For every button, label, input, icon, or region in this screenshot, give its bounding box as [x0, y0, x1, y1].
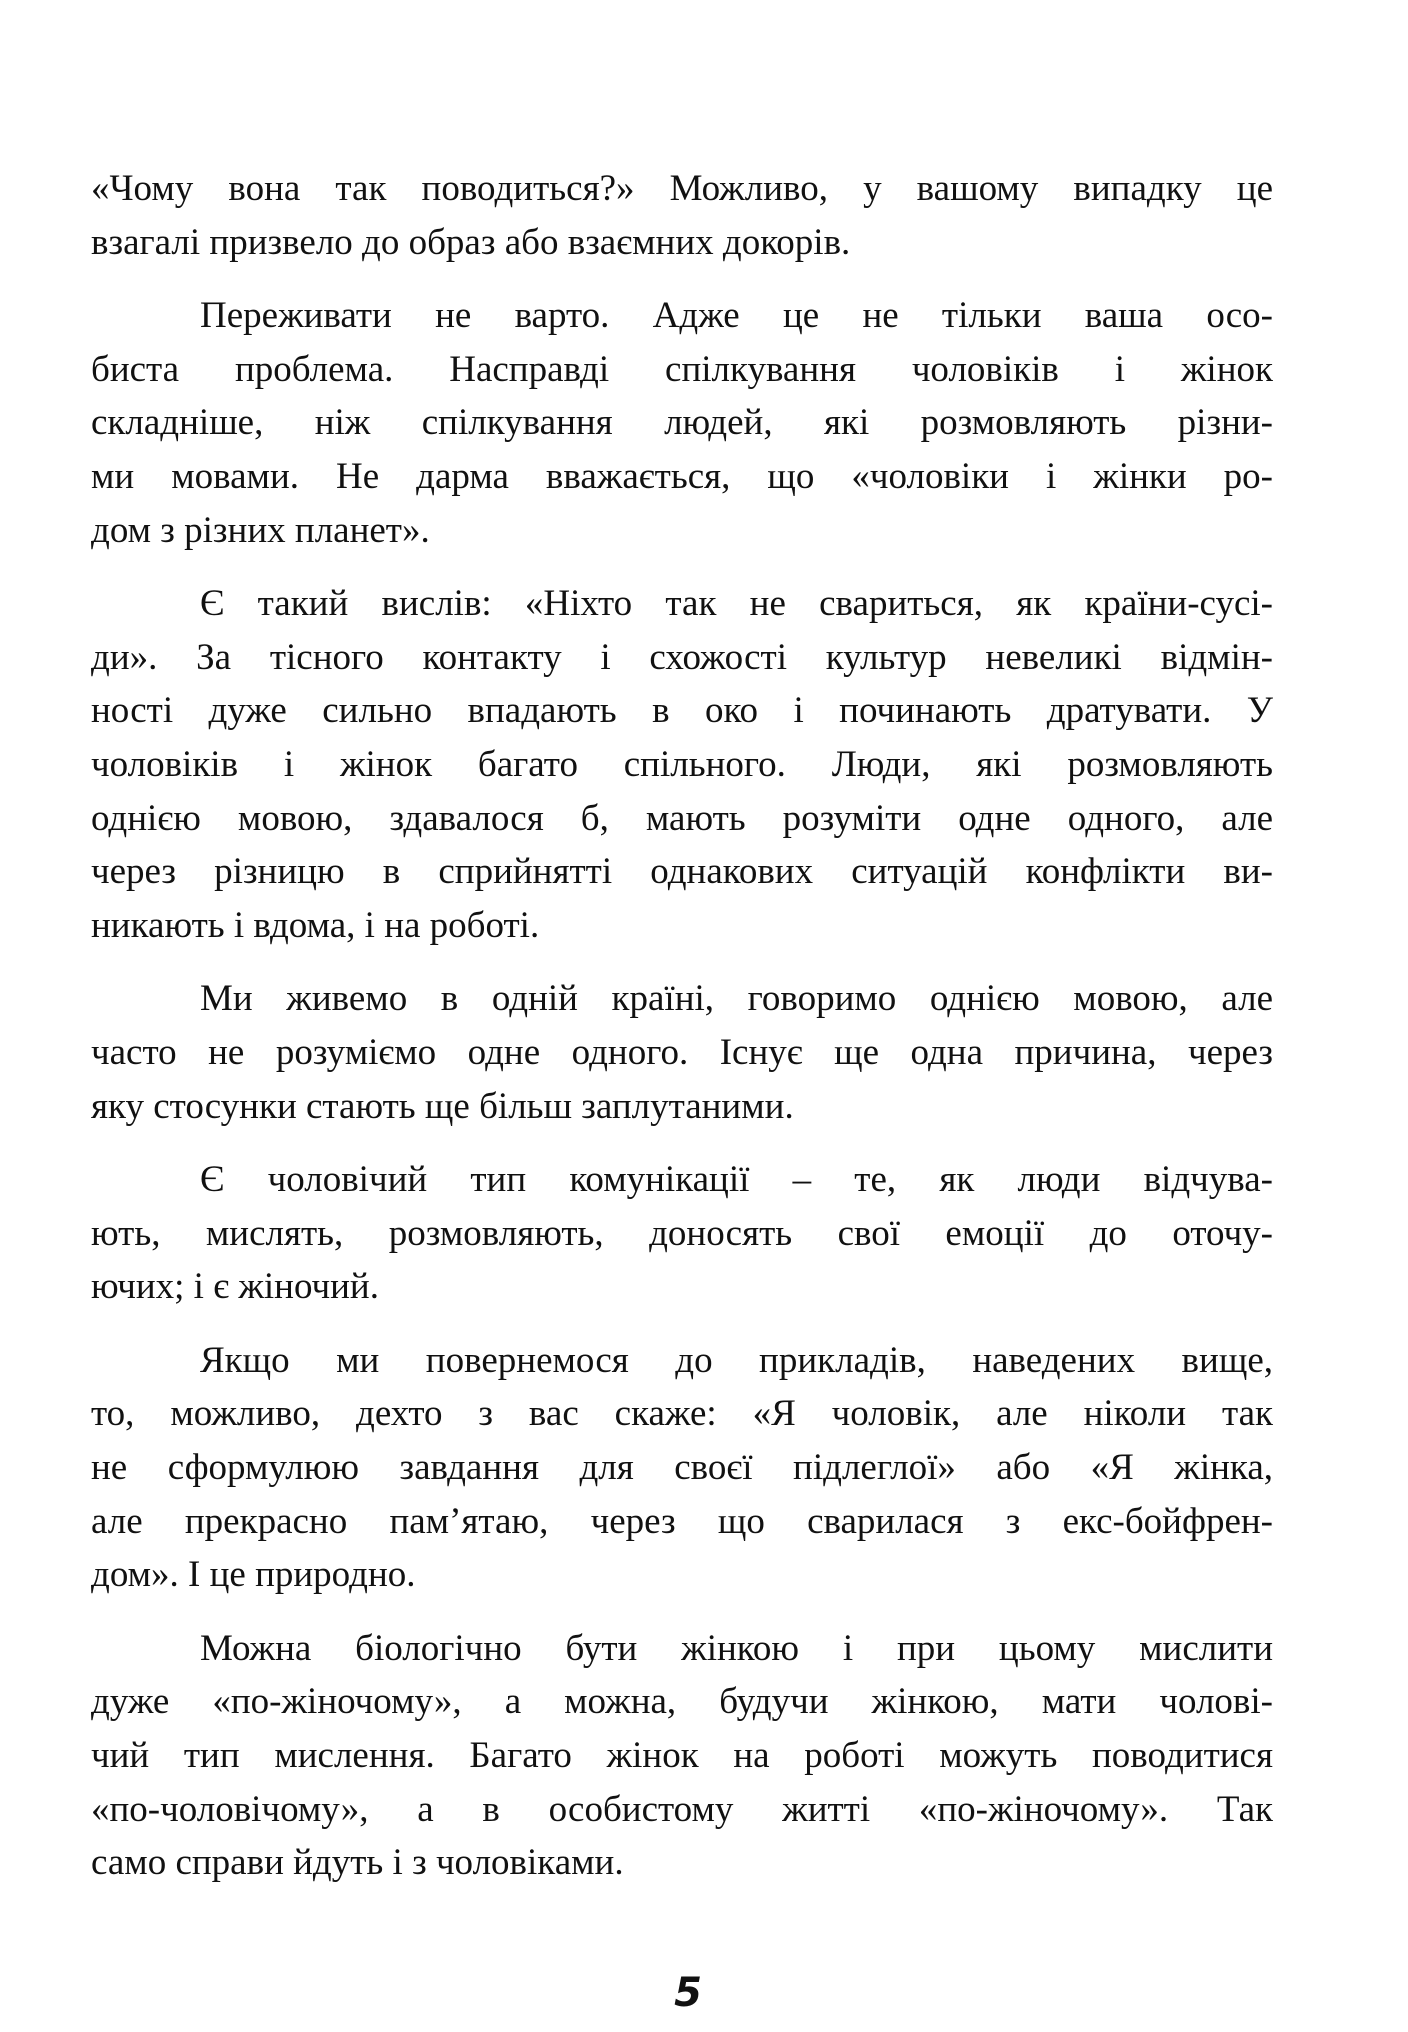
text-line: Є такий вислів: «Ніхто так не свариться, як країни-сусі- [200, 583, 1273, 625]
text-line: ди». За тісного контакту і схожості культур невеликі відмін- [91, 636, 1273, 678]
text-line: дуже «по-жіночому», а можна, будучи жінкою, мати чолові- [91, 1681, 1273, 1723]
text-line: Можна біологічно бути жінкою і при цьому мислити [200, 1627, 1273, 1669]
text-line: чоловіків і жінок багато спільного. Люди, які розмовляють [91, 743, 1273, 785]
text-line: никають і вдома, і на роботі. [91, 904, 540, 946]
text-line: само справи йдуть і з чоловіками. [91, 1842, 624, 1884]
text-line: дом з різних планет». [91, 509, 430, 551]
text-line: то, можливо, дехто з вас скаже: «Я чоловік, але ніколи так [91, 1393, 1273, 1435]
page-number: 5 [674, 1970, 702, 2016]
text-line: чий тип мислення. Багато жінок на роботі можуть поводитися [91, 1735, 1273, 1777]
paragraph [91, 289, 1273, 557]
text-line: взагалі призвело до образ або взаємних докорів. [91, 221, 851, 263]
text-line: Якщо ми повернемося до прикладів, наведених вище, [200, 1339, 1273, 1381]
text-line: однією мовою, здавалося б, мають розуміти одне одного, але [91, 797, 1273, 839]
text-line: Ми живемо в одній країні, говоримо однією мовою, але [200, 978, 1273, 1020]
paragraph [91, 972, 1273, 1133]
text-line: часто не розуміємо одне одного. Існує ще одна причина, через [91, 1031, 1273, 1073]
text-line: ми мовами. Не дарма вважається, що «чоловіки і жінки ро- [91, 455, 1273, 497]
paragraph [91, 1334, 1273, 1602]
text-line: яку стосунки стають ще більш заплутаними. [91, 1085, 794, 1127]
paragraph [91, 162, 1273, 269]
paragraph [91, 1153, 1273, 1314]
paragraph [91, 577, 1273, 952]
text-line: але прекрасно пам’ятаю, через що сварилася з екс-бойфрен- [91, 1500, 1273, 1542]
text-line: ності дуже сильно впадають в око і починають дратувати. У [91, 690, 1273, 732]
text-line: через різницю в сприйнятті однакових ситуацій конфлікти ви- [91, 851, 1273, 893]
text-line: биста проблема. Насправді спілкування чоловіків і жінок [91, 348, 1273, 390]
text-line: ють, мислять, розмовляють, доносять свої емоції до оточу- [91, 1212, 1273, 1254]
page-body [91, 162, 1273, 1910]
text-line: «по-чоловічому», а в особистому житті «по-жіночому». Так [91, 1788, 1273, 1830]
text-line: дом». І це природно. [91, 1554, 416, 1596]
text-line: Переживати не варто. Адже це не тільки ваша осо- [200, 295, 1273, 337]
text-line: Є чоловічий тип комунікації – те, як люди відчува- [200, 1159, 1273, 1201]
paragraph [91, 1622, 1273, 1890]
text-line: ючих; і є жіночий. [91, 1266, 379, 1308]
text-line: складніше, ніж спілкування людей, які розмовляють різни- [91, 402, 1273, 444]
text-line: не сформулюю завдання для своєї підлеглої» або «Я жінка, [91, 1447, 1273, 1489]
text-line: «Чому вона так поводиться?» Можливо, у вашому випадку це [91, 168, 1273, 209]
